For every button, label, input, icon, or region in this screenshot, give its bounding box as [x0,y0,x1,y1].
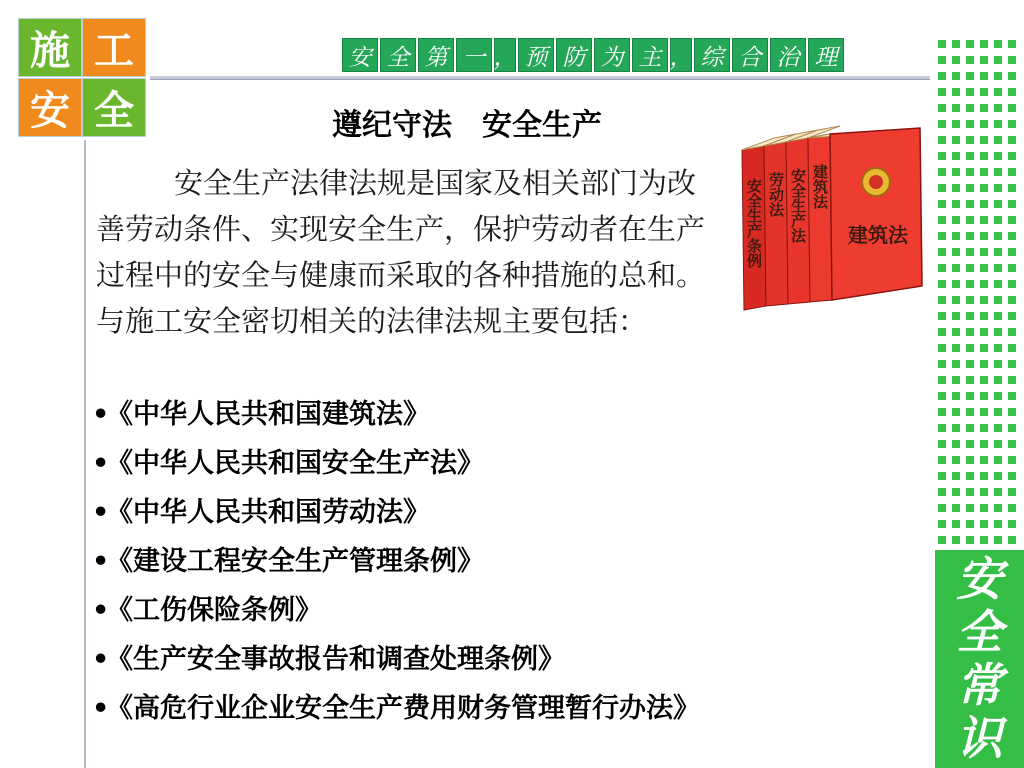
dot [994,408,1002,416]
dot [994,344,1002,352]
dot [1008,56,1016,64]
left-divider [84,140,86,768]
slogan-char: 主 [632,38,668,72]
dot [1008,440,1016,448]
dot [980,248,988,256]
dot [952,168,960,176]
dot [966,504,974,512]
law-item [92,439,700,488]
dot [994,312,1002,320]
dot [994,296,1002,304]
dot [952,440,960,448]
dot [1008,232,1016,240]
dot [952,104,960,112]
dot [1008,536,1016,544]
dot [966,56,974,64]
bullet: • [92,399,110,430]
dot [980,168,988,176]
dot [994,104,1002,112]
dot [980,280,988,288]
dot [938,232,946,240]
dot [994,120,1002,128]
dot [994,376,1002,384]
dot [1008,472,1016,480]
slogan-char: 为 [594,38,630,72]
dot [966,472,974,480]
dot [952,152,960,160]
dot [938,392,946,400]
dot [938,184,946,192]
dot [1008,392,1016,400]
dot [952,424,960,432]
dot [980,536,988,544]
dot [938,88,946,96]
dot [938,104,946,112]
slogan-char: 一 [456,38,492,72]
panel-char: 安 [956,552,1003,606]
dot [952,72,960,80]
dot [1008,520,1016,528]
slogan-char: 第 [418,38,454,72]
dot [952,456,960,464]
law-item [92,586,700,635]
dot [1008,488,1016,496]
dot [966,120,974,128]
law-title: 《中华人民共和国劳动法》 [106,497,430,528]
dot [1008,248,1016,256]
bullet: • [92,497,110,528]
dot [980,88,988,96]
logo-tile: 施 [18,18,82,77]
dot [1008,136,1016,144]
dot [994,264,1002,272]
spine-title: 建筑法 [811,164,829,209]
dot [938,504,946,512]
dot [1008,456,1016,464]
dot [1008,280,1016,288]
dot [1008,344,1016,352]
dot [980,56,988,64]
dot [994,136,1002,144]
dot [966,392,974,400]
dot [938,296,946,304]
dot [938,264,946,272]
dot [980,184,988,192]
dot [1008,216,1016,224]
dot [938,200,946,208]
slogan-char: 防 [556,38,592,72]
dot [994,152,1002,160]
law-item [92,390,700,439]
dot [1008,296,1016,304]
law-title: 《生产安全事故报告和调查处理条例》 [106,644,565,675]
dot [1008,168,1016,176]
dot [1008,40,1016,48]
dot [1008,312,1016,320]
dot [980,344,988,352]
dot [994,232,1002,240]
book-front [808,128,922,302]
law-item [92,488,700,537]
dot [938,216,946,224]
dot [980,200,988,208]
dot [980,152,988,160]
dot [980,408,988,416]
dot [980,424,988,432]
slogan-char: 综 [694,38,730,72]
dot [994,184,1002,192]
dot [1008,376,1016,384]
dot [966,200,974,208]
dot [966,408,974,416]
dot [994,424,1002,432]
dot [952,232,960,240]
dot [938,360,946,368]
dot [952,536,960,544]
spine-title: 安全生产法 [789,168,807,243]
page-title: 遵纪守法 安全生产 [332,108,602,143]
law-title: 《工伤保险条例》 [106,595,322,626]
dot [966,488,974,496]
dot [1008,264,1016,272]
dot [994,472,1002,480]
intro-paragraph: 安全生产法律法规是国家及相关部门为改善劳动条件、实现安全生产，保护劳动者在生产过程中的安全与健康而采取的各种措施的总和。与施工安全密切相关的法律法规主要包括： [96,166,706,338]
dot [980,104,988,112]
bullet: • [92,644,110,675]
bullet: • [92,595,110,626]
law-item [92,684,700,733]
panel-char: 识 [956,711,1003,765]
safety-knowledge-panel [935,550,1024,768]
dot [952,216,960,224]
dot [980,264,988,272]
dot [994,520,1002,528]
panel-char: 全 [956,605,1003,659]
dot [952,408,960,416]
laws-list [92,390,700,733]
dot [952,136,960,144]
dot [938,120,946,128]
dot [1008,408,1016,416]
dot [1008,360,1016,368]
dot [966,376,974,384]
dot [1008,200,1016,208]
slogan-char: 全 [380,38,416,72]
dot [938,72,946,80]
dot [938,408,946,416]
dot [980,520,988,528]
dot [1008,72,1016,80]
dot [980,120,988,128]
dot [952,40,960,48]
dot [966,152,974,160]
dot [1008,120,1016,128]
dot [966,72,974,80]
dot [980,328,988,336]
dot [938,440,946,448]
dot [952,360,960,368]
dot [966,328,974,336]
slogan-banner [342,38,844,72]
dot [980,504,988,512]
cover-title: 建筑法 [848,223,908,247]
dot [966,456,974,464]
dot [980,392,988,400]
dot [952,376,960,384]
dot [952,296,960,304]
slogan-char: ， [670,38,692,72]
dot [938,376,946,384]
dot [994,200,1002,208]
dot [952,184,960,192]
dot [938,56,946,64]
dot [994,456,1002,464]
law-title: 《建设工程安全生产管理条例》 [106,546,484,577]
dot [980,232,988,240]
dot [966,424,974,432]
dot [952,248,960,256]
dot [966,40,974,48]
logo-tile: 全 [82,78,146,137]
dot [938,136,946,144]
dot [966,184,974,192]
dot [952,488,960,496]
dot [952,264,960,272]
dot [938,536,946,544]
dot [938,248,946,256]
logo-tile: 安 [18,78,82,137]
dot [938,344,946,352]
dot [980,456,988,464]
dot [980,72,988,80]
law-title: 《中华人民共和国安全生产法》 [106,448,484,479]
dot [980,40,988,48]
dot [952,504,960,512]
law-title: 《中华人民共和国建筑法》 [106,399,430,430]
dot [966,216,974,224]
dot [980,296,988,304]
dot [952,392,960,400]
dot [938,488,946,496]
dot [980,136,988,144]
dot [966,88,974,96]
dot [1008,184,1016,192]
dot [994,56,1002,64]
dot [1008,504,1016,512]
dot [966,360,974,368]
dot [994,248,1002,256]
bullet: • [92,546,110,577]
dot [966,248,974,256]
dot [938,424,946,432]
dot [938,168,946,176]
dot [966,520,974,528]
bullet: • [92,693,110,724]
dot [980,440,988,448]
dot [952,200,960,208]
slogan-char: 理 [808,38,844,72]
dot [966,312,974,320]
dot [966,440,974,448]
dot [966,536,974,544]
dot [980,216,988,224]
dot [980,488,988,496]
dot [938,328,946,336]
slogan-char: 合 [732,38,768,72]
dot [966,104,974,112]
dot [994,168,1002,176]
dot-pattern [938,40,1024,545]
logo [18,18,148,138]
dot [966,232,974,240]
law-item [92,635,700,684]
dot [1008,328,1016,336]
spine-title: 劳动法 [767,172,785,217]
dot [1008,424,1016,432]
dot [952,472,960,480]
dot [994,216,1002,224]
dot [952,328,960,336]
slogan-char: 预 [518,38,554,72]
spine-title: 安全生产条例 [745,178,763,268]
dot [980,360,988,368]
slogan-char: 治 [770,38,806,72]
dot [938,456,946,464]
dot [952,56,960,64]
law-books-illustration [736,110,936,320]
bullet: • [92,448,110,479]
dot [980,312,988,320]
dot [994,88,1002,96]
dot [994,72,1002,80]
slogan-char: 安 [342,38,378,72]
dot [966,136,974,144]
header-divider [150,76,930,80]
dot [994,536,1002,544]
dot [938,472,946,480]
slogan-char: ， [494,38,516,72]
dot [1008,152,1016,160]
dot [952,312,960,320]
dot [1008,88,1016,96]
dot [966,344,974,352]
dot [966,168,974,176]
dot [994,360,1002,368]
dot [994,280,1002,288]
dot [938,280,946,288]
logo-tile: 工 [82,18,146,77]
law-title: 《高危行业企业安全生产费用财务管理暂行办法》 [106,693,700,724]
dot [938,152,946,160]
dot [966,296,974,304]
dot [994,328,1002,336]
law-item [92,537,700,586]
dot [952,88,960,96]
panel-char: 常 [956,658,1003,712]
dot [980,472,988,480]
dot [952,520,960,528]
dot [938,312,946,320]
dot [994,440,1002,448]
dot [994,40,1002,48]
dot [980,376,988,384]
dot [938,520,946,528]
dot [966,280,974,288]
dot [966,264,974,272]
dot [994,504,1002,512]
dot [1008,104,1016,112]
dot [938,40,946,48]
dot [952,280,960,288]
dot [994,392,1002,400]
dot [952,344,960,352]
dot [952,120,960,128]
dot [994,488,1002,496]
